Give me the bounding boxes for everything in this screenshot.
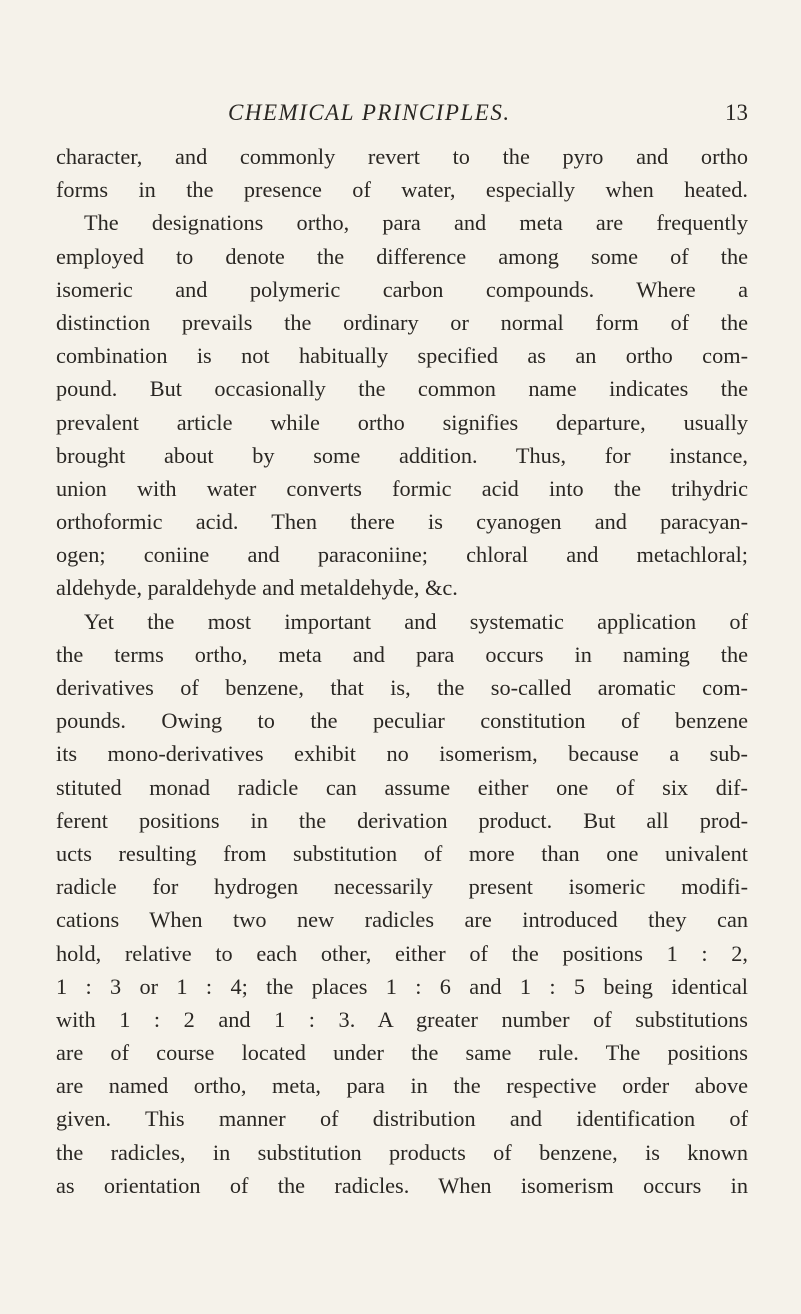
text-line: given. This manner of distribution and identification of xyxy=(56,1106,748,1132)
text-line: ferent positions in the derivation product. But all prod- xyxy=(56,807,748,833)
running-head xyxy=(56,100,748,140)
text-line: The designations ortho, para and meta are frequently xyxy=(84,210,748,236)
text-line: cations When two new radicles are introduced they can xyxy=(56,907,748,933)
text-line: character, and commonly revert to the pyro and ortho xyxy=(56,144,748,169)
text-line: stituted monad radicle can assume either one of six dif- xyxy=(56,774,748,800)
text-line: with 1 : 2 and 1 : 3. A greater number of substitutions xyxy=(56,1006,748,1032)
text-line: hold, relative to each other, either of the positions 1 : 2, xyxy=(56,940,748,966)
text-line: derivatives of benzene, that is, the so-called aromatic com- xyxy=(56,675,748,700)
text-line: employed to denote the difference among some of the xyxy=(56,243,748,269)
text-line: ogen; coniine and paraconiine; chloral and metachloral; xyxy=(56,542,748,568)
text-line: union with water converts formic acid into the trihydric xyxy=(56,475,748,501)
text-line: 1 : 3 or 1 : 4; the places 1 : 6 and 1 : 5 being identical xyxy=(56,973,748,999)
body-text xyxy=(56,140,748,1202)
text-line: Yet the most important and systematic application of xyxy=(84,608,748,634)
text-line: are of course located under the same rule. The positions xyxy=(56,1040,748,1066)
page-number: 13 xyxy=(725,100,748,125)
text-line: the radicles, in substitution products of benzene, is known xyxy=(56,1139,748,1165)
text-line: are named ortho, meta, para in the respective order above xyxy=(56,1073,748,1099)
text-line: its mono-derivatives exhibit no isomerism, because a sub- xyxy=(56,741,748,767)
text-line: isomeric and polymeric carbon compounds. Where a xyxy=(56,276,748,302)
text-line: the terms ortho, meta and para occurs in naming the xyxy=(56,641,748,667)
text-line: distinction prevails the ordinary or normal form of the xyxy=(56,309,748,335)
running-title: CHEMICAL PRINCIPLES. xyxy=(228,100,511,125)
text-line: ucts resulting from substitution of more than one univalent xyxy=(56,840,748,866)
text-line: as orientation of the radicles. When isomerism occurs in xyxy=(56,1172,748,1198)
text-line: pounds. Owing to the peculiar constitution of benzene xyxy=(56,708,748,734)
text-line: brought about by some addition. Thus, for instance, xyxy=(56,442,748,468)
text-line: aldehyde, paraldehyde and metaldehyde, &c. xyxy=(56,575,458,601)
text-line: prevalent article while ortho signifies departure, usually xyxy=(56,409,748,435)
text-line: combination is not habitually specified as an ortho com- xyxy=(56,343,748,369)
text-line: orthoformic acid. Then there is cyanogen and paracyan- xyxy=(56,509,748,535)
text-line: forms in the presence of water, especially when heated. xyxy=(56,177,748,203)
text-line: radicle for hydrogen necessarily present isomeric modifi- xyxy=(56,874,748,900)
text-line: pound. But occasionally the common name indicates the xyxy=(56,376,748,402)
